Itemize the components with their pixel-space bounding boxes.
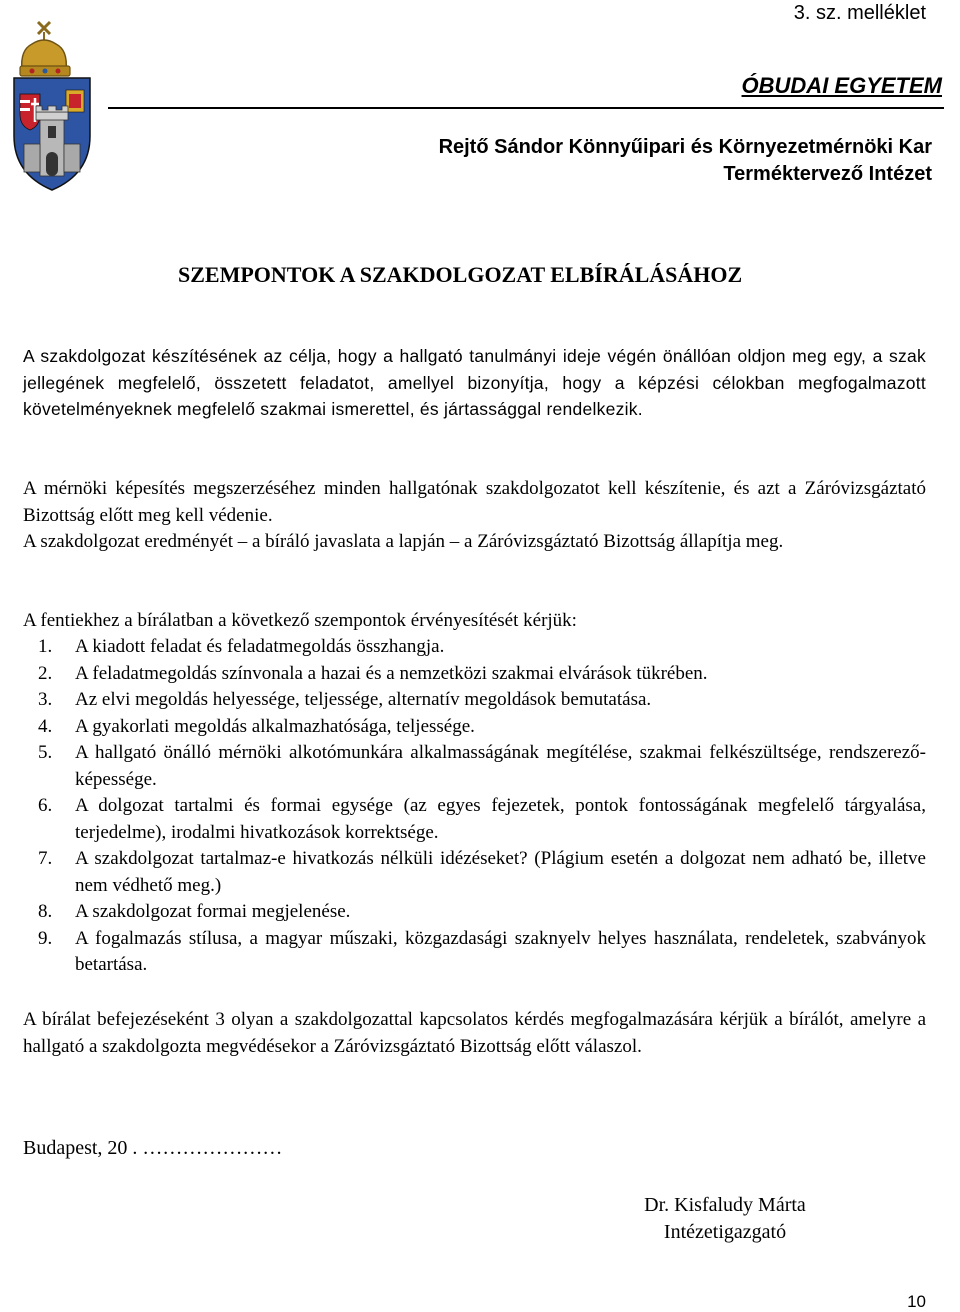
document-title: SZEMPONTOK A SZAKDOLGOZAT ELBÍRÁLÁSÁHOZ <box>178 262 743 287</box>
list-item: 6. A dolgozat tartalmi és formai egysége (az egyes fejezetek, pontok fontosságának megfelelő tárgyalása, terjedelme), irodalmi hivatkozások korrektsége. <box>38 795 926 843</box>
faculty-block <box>439 134 932 188</box>
annex-label: 3. sz. melléklet <box>793 2 926 24</box>
intro-paragraph: A szakdolgozat készítésének az célja, hogy a hallgató tanulmányi ideje végén önállóan oldjon meg egy, a szak jellegének megfelelő, összetett feladatot, amellyel bizonyítja, hogy a képzési célokban megfogalmazott követelményeknek megfelelő szakmai ismerettel, és jártassággal rendelkezik. <box>23 346 926 419</box>
result-paragraph: A szakdolgozat eredményét – a bíráló javaslata a lapján – a Záróvizsgáztató Bizottság állapítja meg. <box>23 531 784 552</box>
obuda-university-crest-icon <box>8 14 96 194</box>
list-item: 4. A gyakorlati megoldás alkalmazhatósága, teljessége. <box>38 715 475 737</box>
closing-paragraph: A bírálat befejezéseként 3 olyan a szakdolgozattal kapcsolatos kérdés megfogalmazására kérjük a bírálót, amelyre a hallgató a szakdolgozta megvédésekor a Záróvizsgáztató Bizottság előtt válaszol. <box>23 1009 926 1057</box>
criteria-list <box>23 634 926 979</box>
list-item: 9. A fogalmazás stílusa, a magyar műszaki, közgazdasági szaknyelv helyes használata, rendeletek, szabványok betartása. <box>38 927 926 975</box>
faculty-name: Rejtő Sándor Könnyűipari és Környezetmérnöki Kar <box>438 136 932 158</box>
list-item: 2. A feladatmegoldás színvonala a hazai és a nemzetközi szakmai elvárások tükrében. <box>38 662 708 684</box>
signatory-name: Dr. Kisfaludy Márta <box>644 1194 806 1216</box>
signature-block <box>600 1192 850 1246</box>
list-item: 3. Az elvi megoldás helyessége, teljessége, alternatív megoldások bemutatása. <box>38 689 652 710</box>
page-number: 10 <box>907 1292 926 1311</box>
criteria-intro: A fentiekhez a bírálatban a következő szempontok érvényesítését kérjük: <box>23 610 577 631</box>
signatory-title: Intézetigazgató <box>663 1221 787 1243</box>
list-item: 5. A hallgató önálló mérnöki alkotómunkára alkalmasságának megítélése, szakmai felkészültsége, rendszerező-képessége. <box>38 742 926 790</box>
list-item: 8. A szakdolgozat formai megjelenése. <box>38 901 351 922</box>
list-item: 7. A szakdolgozat tartalmaz-e hivatkozás nélküli idézéseket? (Plágium esetén a dolgozat nem adható be, illetve nem védhető meg.) <box>38 848 926 896</box>
place-date: Budapest, 20 . ………………… <box>23 1137 283 1159</box>
institute-name: Terméktervező Intézet <box>723 163 932 185</box>
university-name: ÓBUDAI EGYETEM <box>741 73 942 98</box>
header-divider <box>108 107 944 109</box>
list-item: 1. A kiadott feladat és feladatmegoldás összhangja. <box>38 636 445 657</box>
requirement-paragraph: A mérnöki képesítés megszerzéséhez minden hallgatónak szakdolgozatot kell készítenie, és azt a Záróvizsgáztató Bizottság előtt meg kell védenie. <box>23 478 926 526</box>
